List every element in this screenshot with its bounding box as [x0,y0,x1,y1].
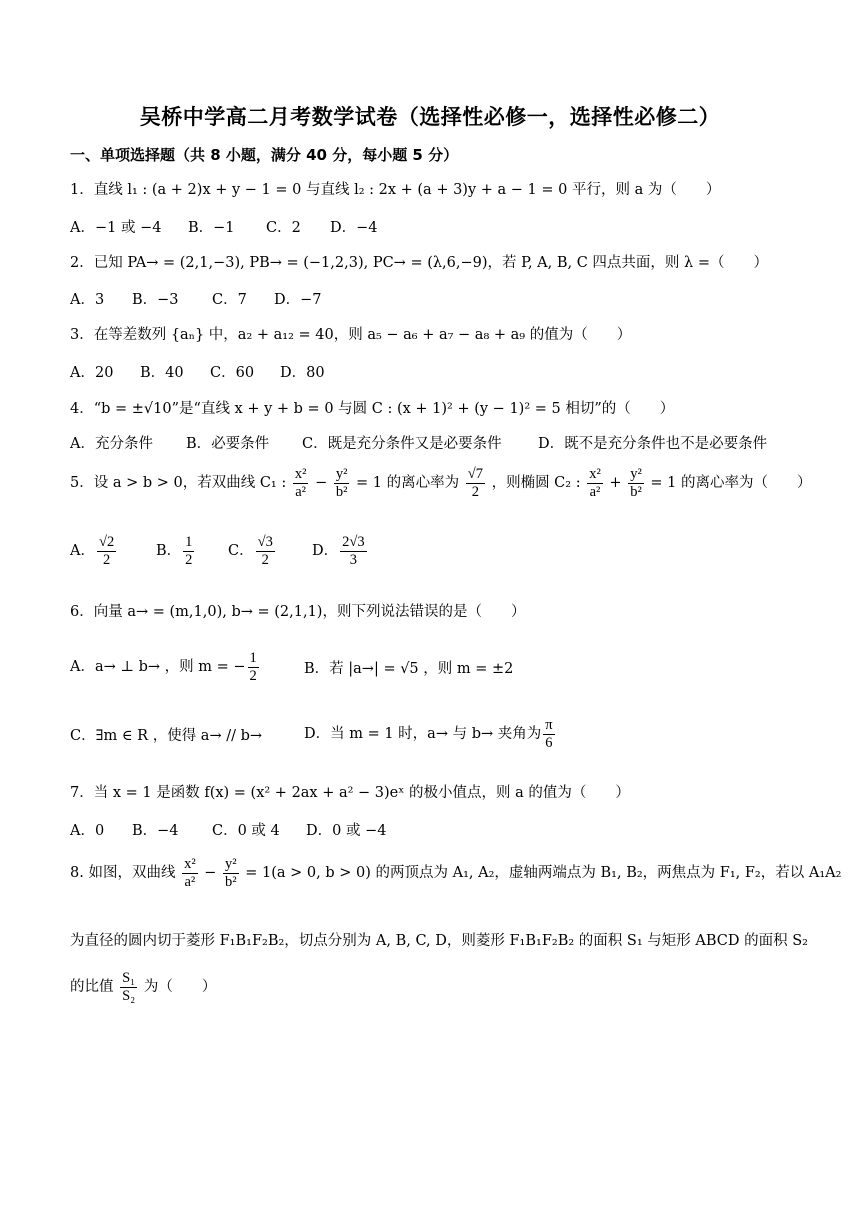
q5-stem-start: 5．设 a > b > 0，若双曲线 C₁ : [70,475,287,492]
question-3-options [70,361,325,382]
q1-option-c: C．2 [266,220,301,236]
q2-option-c: C．7 [212,292,247,308]
q4-option-c: C．既是充分条件又是必要条件 [302,436,502,452]
q7-option-c: C．0 或 4 [212,823,280,839]
q3-option-b: B．40 [140,365,184,381]
q8-fraction-1: $\frac{\text{x²}}{\text{a²}}$ [184,856,196,890]
question-7-options [70,819,386,840]
q4-option-d: D．既不是充分条件也不是必要条件 [538,436,768,452]
question-8-stem-line-3: 的比值 $\frac{\text{S₁}}{\text{S₂}}$ 为（ ） [70,970,217,1004]
question-4-stem: 4．“b = ±√10”是“直线 x + y + b = 0 与圆 C : (x + 1)² + (y − 1)² = 5 相切”的（ ） [70,401,675,417]
q1-option-a: A．−1 或 −4 [70,220,162,236]
question-8-stem-line-1: 8. 如图，双曲线 $\frac{\text{x²}}{\text{a²}}$ − $\frac{\text{y²}}{\text{b²}}$ = 1(a > 0, b > 0) 的两顶点为 A₁, A₂，虚轴两端点为 B₁, B₂，两焦点为 F₁, F₂，若以 A₁A₂ [70,856,842,890]
q3-option-a: A．20 [70,365,114,381]
q6-option-d: D．当 m = 1 时，a→ 与 b→ 夹角为 $\frac{\pi}{6}$ [304,717,553,751]
q6-option-b: B．若 |a→| = √5 ，则 m = ±2 [304,660,514,677]
question-4-options [70,432,767,453]
q2-option-a: A．3 [70,292,105,308]
q1-option-b: B．−1 [188,220,235,236]
q5-option-d: D． $\frac{2√3}{3}$ [312,534,365,568]
q5-fraction-5: $\frac{\text{y²}}{\text{b²}}$ [630,466,642,500]
q5-option-c: C． $\frac{√3}{2}$ [228,534,273,568]
question-6-stem: 6．向量 a→ = (m,1,0), b→ = (2,1,1)，则下列说法错误的是（ ） [70,604,526,620]
question-1-options [70,216,378,237]
question-2-options [70,288,322,309]
q6-option-a: A．a→ ⊥ b→ ，则 m = − $\frac{1}{2}$ [70,650,257,684]
question-5-stem: 5．设 a > b > 0，若双曲线 C₁ : $\frac{\text{x²}}{\text{a²}}$ − $\frac{\text{y²}}{\text{b²}}$ = 1 的离心率为 $\frac{√7}{2}$ ，则椭圆 C₂ : $\frac{\text{x²}}{\text{a²}}$ + $\frac{\text{y²}}{\text{b²}}$ = 1 的离心率为（ ） [70,466,812,500]
q3-option-c: C．60 [210,365,255,381]
question-5-options [70,534,369,568]
question-8-stem-line-2: 为直径的圆内切于菱形 F₁B₁F₂B₂，切点分别为 A, B, C, D，则菱形 F₁B₁F₂B₂ 的面积 S₁ 与矩形 ABCD 的面积 S₂ [70,933,808,949]
q5-fraction-3: $\frac{√7}{2}$ [467,466,483,500]
question-2-stem: 2．已知 PA→ = (2,1,−3), PB→ = (−1,2,3), PC→ = (λ,6,−9)，若 P, A, B, C 四点共面，则 λ =（ ） [70,255,768,271]
exam-title: 吴桥中学高二月考数学试卷（选择性必修一，选择性必修二） [139,105,721,129]
question-1-stem: 1．直线 l₁ : (a + 2)x + y − 1 = 0 与直线 l₂ : 2x + (a + 3)y + a − 1 = 0 平行，则 a 为（ ） [70,182,721,198]
q7-option-b: B．−4 [132,823,179,839]
question-3-stem: 3．在等差数列 {aₙ} 中，a₂ + a₁₂ = 40，则 a₅ − a₆ + a₇ − a₈ + a₉ 的值为（ ） [70,327,632,343]
q5-option-a: A． $\frac{√2}{2}$ [70,534,115,568]
q5-fraction-4: $\frac{\text{x²}}{\text{a²}}$ [589,466,601,500]
q2-option-d: D．−7 [274,292,322,308]
q5-fraction-2: $\frac{\text{y²}}{\text{b²}}$ [335,466,348,500]
q1-option-d: D．−4 [330,220,378,236]
question-6-options-row-1 [70,650,513,684]
q4-option-b: B．必要条件 [186,436,270,452]
q8-fraction-2: $\frac{\text{y²}}{\text{b²}}$ [225,856,237,890]
q7-option-d: D．0 或 −4 [306,823,387,839]
q8-fraction-ratio: $\frac{\text{S₁}}{\text{S₂}}$ [122,970,136,1004]
question-6-options-row-2 [70,717,557,751]
q2-option-b: B．−3 [132,292,179,308]
q5-fraction-1: $\frac{\text{x²}}{\text{a²}}$ [294,466,307,500]
q4-option-a: A．充分条件 [70,436,153,452]
q6-option-c: C．∃m ∈ R ，使得 a→ // b→ [70,727,263,744]
q5-option-b: B． $\frac{1}{2}$ [156,534,193,568]
question-7-stem: 7．当 x = 1 是函数 f(x) = (x² + 2ax + a² − 3)eˣ 的极小值点，则 a 的值为（ ） [70,785,630,801]
q7-option-a: A．0 [70,823,105,839]
q3-option-d: D．80 [280,365,325,381]
section-heading: 一、单项选择题（共 8 小题，满分 40 分，每小题 5 分） [70,146,459,164]
